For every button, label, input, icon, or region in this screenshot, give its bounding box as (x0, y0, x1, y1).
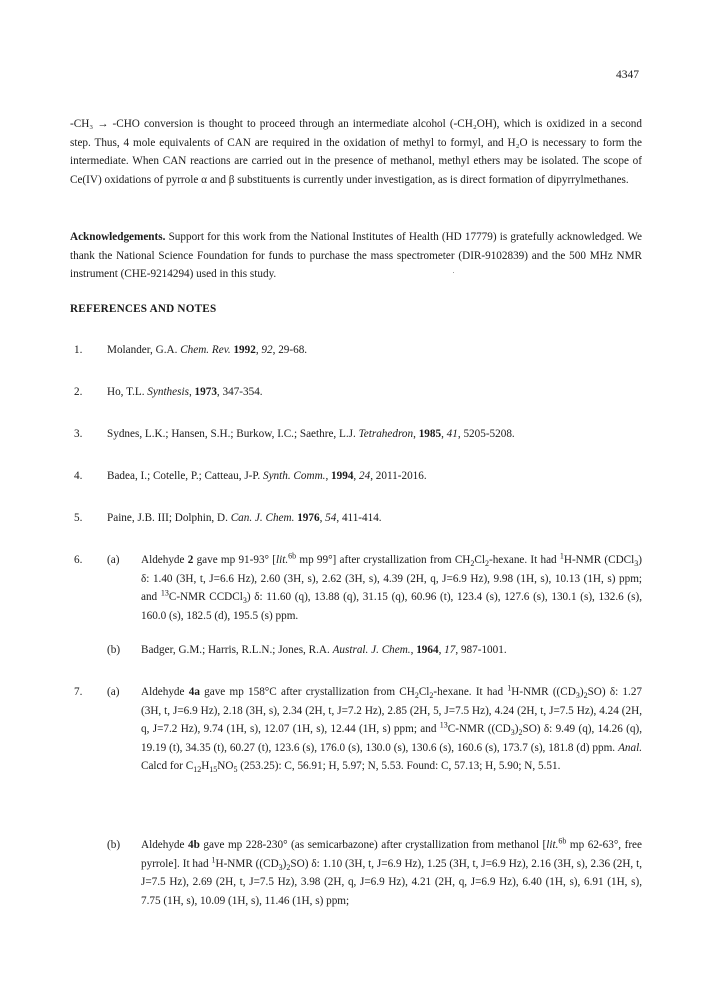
body-paragraph: -CH₃ → -CHO conversion is thought to proceed through an intermediate alcohol (-CH₂OH), which is oxidized in a second step. Thus, 4 mole equivalents of CAN are required in the oxidation of methyl to formyl, and H₂O is necessary to form the intermediate. When CAN reactions are carried out in the presence of methanol, methyl ethers may be isolated. The scope of Ce(IV) oxidations of pyrrole α and β substituents is currently under investigation, as is direct formation of dipyrrylmethanes. (70, 118, 642, 186)
acknowledgements-text: Support for this work from the National Institutes of Health (HD 17779) is gratefully acknowledged. We thank the National Science Foundation for funds to purchase the mass spectrometer (DIR-9102839) and the 500 MHz NMR instrument (CHE-9214294) used in this study. (70, 231, 642, 281)
journal-page: 4347 -CH₃ → -CHO conversion is thought to proceed through an intermediate alcohol (-CH₂OH), which is oxidized in a second step. Thus, 4 mole equivalents of CAN are required in the oxidation of methyl to formyl, and H₂O is necessary to form the intermediate. When CAN reactions are carried out in the presence of methanol, methyl ethers may be isolated. The scope of Ce(IV) oxidations of pyrrole α and β substituents is currently under investigation, as is direct formation of dipyrrylmethanes. Acknowledgements. Support for this work from the National Institutes of Health (HD 17779) is gratefully acknowledged. We thank the National Science Foundation for funds to purchase the mass spectrometer (DIR-9102839) and the 500 MHz NMR instrument (CHE-9214294) used in this study. REFERENCES AND NOTES 1. Molander, G.A. Chem. Rev. 1992, 92, 29-68. 2. Ho, T.L. Synthesis, 1973, 347-354. 3. Sydnes, L.K.; Hansen, S.H.; Burkow, I.C.; Saethre, L.J. Tetrahedron, 1985, 41, 5205-5208. 4. Badea, I.; Cotelle, P.; Catteau, J-P. Synth. Comm., 1994, 24, 2011-2016. 5. Paine, J.B. III; Dolphin, D. Can. J. Chem. 1976, 54, 411-414. 6. (a) Aldehyde 2 gave mp 91-93° [lit.$^{6b}$ mp 99°] after crystallization from $CH_2Cl_2$-hexane. It had $^1$H-NMR (CDCl$_3$) δ: 1.40 (3H, t, J=6.6 Hz), 2.60 (3H, s), 2.62 (3H, s), 4.39 (2H, q, J=6.9 Hz), 9.98 (1H, s), 10.13 (1H, s) ppm; and $^{13}$C-NMR CCDCl$_3$) δ: 11.60 (q), 13.88 (q), 31.15 (q), 60.96 (t), 123.4 (s), 127.6 (s), 130.1 (s), 132.6 (s), 160.0 (s), 182.5 (d), 195.5 (s) ppm. (b) Badger, G.M.; Harris, R.L.N.; Jones, R.A. Austral. J. Chem., 1964, 17, 987-1001. 7. (a) Aldehyde 4a gave mp 158°C after crystallization from $CH_2Cl_2$-hexane. It had $^1$H-NMR $((CD_3)_2SO)$ δ: 1.27 (3H, t, J=6.9 Hz), 2.18 (3H, s), 2.34 (2H, t, J=7.2 Hz), 2.85 (2H, 5, J=7.5 Hz), 4.24 (2H, t, J=7.5 Hz), 4.24 (2H, q, J=7.2 Hz), 9.74 (1H, s), 12.07 (1H, s), 12.44 (1H, s) ppm; and $^{13}$C-NMR $((CD_3)_2SO)$ δ: 9.49 (q), 14.26 (q), 19.19 (t), 34.35 (t), 60.27 (t), 123.6 (s), 176.0 (s), 130.0 (s), 130.6 (s), 160.6 (s), 173.7 (s), 181.8 (d) ppm. Anal. Calcd for $C_{12}H_{15}NO_5$ (253.25): C, 56.91; H, 5.97; N, 5.53. Found: C, 57.13; H, 5.90; N, 5.51. (b) Aldehyde 4b gave mp 228-230° (as semicarbazone) after crystallization from methanol [lit.$^{6b}$ mp 62-63°, free pyrrole]. It had $^1$H-NMR $((CD_3)_2SO)$ δ: 1.10 (3H, t, J=6.9 Hz), 1.25 (3H, t, J=6.9 Hz), 2.16 (3H, s), 2.36 (2H, t, J=7.5 Hz), 2.69 (2H, t, J=7.5 Hz), 3.98 (2H, q, J=6.9 Hz), 4.21 (2H, q, J=6.9 Hz), 6.40 (1H, s), 6.91 (1H, s), 7.75 (1H, s), 10.09 (1H, s), 11.46 (1H, s) ppm; (0, 0, 711, 999)
acknowledgements-paragraph (70, 228, 642, 284)
reference-6a-text: Aldehyde 2 gave mp 91-93° [lit.$^{6b}$ mp 99°] after crystallization from $CH_2Cl_2$-hexane. It had $^1$H-NMR (CDCl$_3$) δ: 1.40 (3H, t, J=6.6 Hz), 2.60 (3H, s), 2.62 (3H, s), 4.39 (2H, q, J=6.9 Hz), 9.98 (1H, s), 10.13 (1H, s) ppm; and $^{13}$C-NMR CCDCl$_3$) δ: 11.60 (q), 13.88 (q), 31.15 (q), 60.96 (t), 123.4 (s), 127.6 (s), 130.1 (s), 132.6 (s), 160.0 (s), 182.5 (d), 195.5 (s) ppm. (141, 551, 643, 622)
reference-item-6: 6. (a) Aldehyde 2 gave mp 91-93° [lit.$^{6b}$ mp 99°] after crystallization from $CH_2Cl_2$-hexane. It had $^1$H-NMR (CDCl$_3$) δ: 1.40 (3H, t, J=6.6 Hz), 2.60 (3H, s), 2.62 (3H, s), 4.39 (2H, q, J=6.9 Hz), 9.98 (1H, s), 10.13 (1H, s) ppm; and $^{13}$C-NMR CCDCl$_3$) δ: 11.60 (q), 13.88 (q), 31.15 (q), 60.96 (t), 123.4 (s), 127.6 (s), 130.1 (s), 132.6 (s), 160.0 (s), 182.5 (d), 195.5 (s) ppm. (b) Badger, G.M.; Harris, R.L.N.; Jones, R.A. Austral. J. Chem., 1964, 17, 987-1001. (74, 551, 643, 656)
scan-speck (453, 272, 454, 273)
reference-7a-text: Aldehyde 4a gave mp 158°C after crystallization from $CH_2Cl_2$-hexane. It had $^1$H-NMR $((CD_3)_2SO)$ δ: 1.27 (3H, t, J=6.9 Hz), 2.18 (3H, s), 2.34 (2H, t, J=7.2 Hz), 2.85 (2H, 5, J=7.5 Hz), 4.24 (2H, t, J=7.5 Hz), 4.24 (2H, q, J=7.2 Hz), 9.74 (1H, s), 12.07 (1H, s), 12.44 (1H, s) ppm; and $^{13}$C-NMR $((CD_3)_2SO)$ δ: 9.49 (q), 14.26 (q), 19.19 (t), 34.35 (t), 60.27 (t), 123.6 (s), 176.0 (s), 130.0 (s), 130.6 (s), 160.6 (s), 173.7 (s), 181.8 (d) ppm. Anal. Calcd for $C_{12}H_{15}NO_5$ (253.25): C, 56.91; H, 5.97; N, 5.53. Found: C, 57.13; H, 5.90; N, 5.51. (141, 683, 643, 775)
reference-7b-text: Aldehyde 4b gave mp 228-230° (as semicarbazone) after crystallization from methanol [lit.$^{6b}$ mp 62-63°, free pyrrole]. It had $^1$H-NMR $((CD_3)_2SO)$ δ: 1.10 (3H, t, J=6.9 Hz), 1.25 (3H, t, J=6.9 Hz), 2.16 (3H, s), 2.36 (2H, t, J=7.5 Hz), 2.69 (2H, t, J=7.5 Hz), 3.98 (2H, q, J=6.9 Hz), 4.21 (2H, q, J=6.9 Hz), 6.40 (1H, s), 6.91 (1H, s), 7.75 (1H, s), 10.09 (1H, s), 11.46 (1H, s) ppm; (141, 836, 642, 907)
acknowledgements-heading: Acknowledgements. (70, 231, 166, 243)
references-heading: REFERENCES AND NOTES (70, 303, 217, 315)
reference-item-7: 7. (a) Aldehyde 4a gave mp 158°C after crystallization from $CH_2Cl_2$-hexane. It had $^1$H-NMR $((CD_3)_2SO)$ δ: 1.27 (3H, t, J=6.9 Hz), 2.18 (3H, s), 2.34 (2H, t, J=7.2 Hz), 2.85 (2H, 5, J=7.5 Hz), 4.24 (2H, t, J=7.5 Hz), 4.24 (2H, q, J=7.2 Hz), 9.74 (1H, s), 12.07 (1H, s), 12.44 (1H, s) ppm; and $^{13}$C-NMR $((CD_3)_2SO)$ δ: 9.49 (q), 14.26 (q), 19.19 (t), 34.35 (t), 60.27 (t), 123.6 (s), 176.0 (s), 130.0 (s), 130.6 (s), 160.6 (s), 173.7 (s), 181.8 (d) ppm. Anal. Calcd for $C_{12}H_{15}NO_5$ (253.25): C, 56.91; H, 5.97; N, 5.53. Found: C, 57.13; H, 5.90; N, 5.51. (b) Aldehyde 4b gave mp 228-230° (as semicarbazone) after crystallization from methanol [lit.$^{6b}$ mp 62-63°, free pyrrole]. It had $^1$H-NMR $((CD_3)_2SO)$ δ: 1.10 (3H, t, J=6.9 Hz), 1.25 (3H, t, J=6.9 Hz), 2.16 (3H, s), 2.36 (2H, t, J=7.5 Hz), 2.69 (2H, t, J=7.5 Hz), 3.98 (2H, q, J=6.9 Hz), 4.21 (2H, q, J=6.9 Hz), 6.40 (1H, s), 6.91 (1H, s), 7.75 (1H, s), 10.09 (1H, s), 11.46 (1H, s) ppm; (70, 683, 642, 973)
page-number: 4347 (616, 69, 639, 81)
